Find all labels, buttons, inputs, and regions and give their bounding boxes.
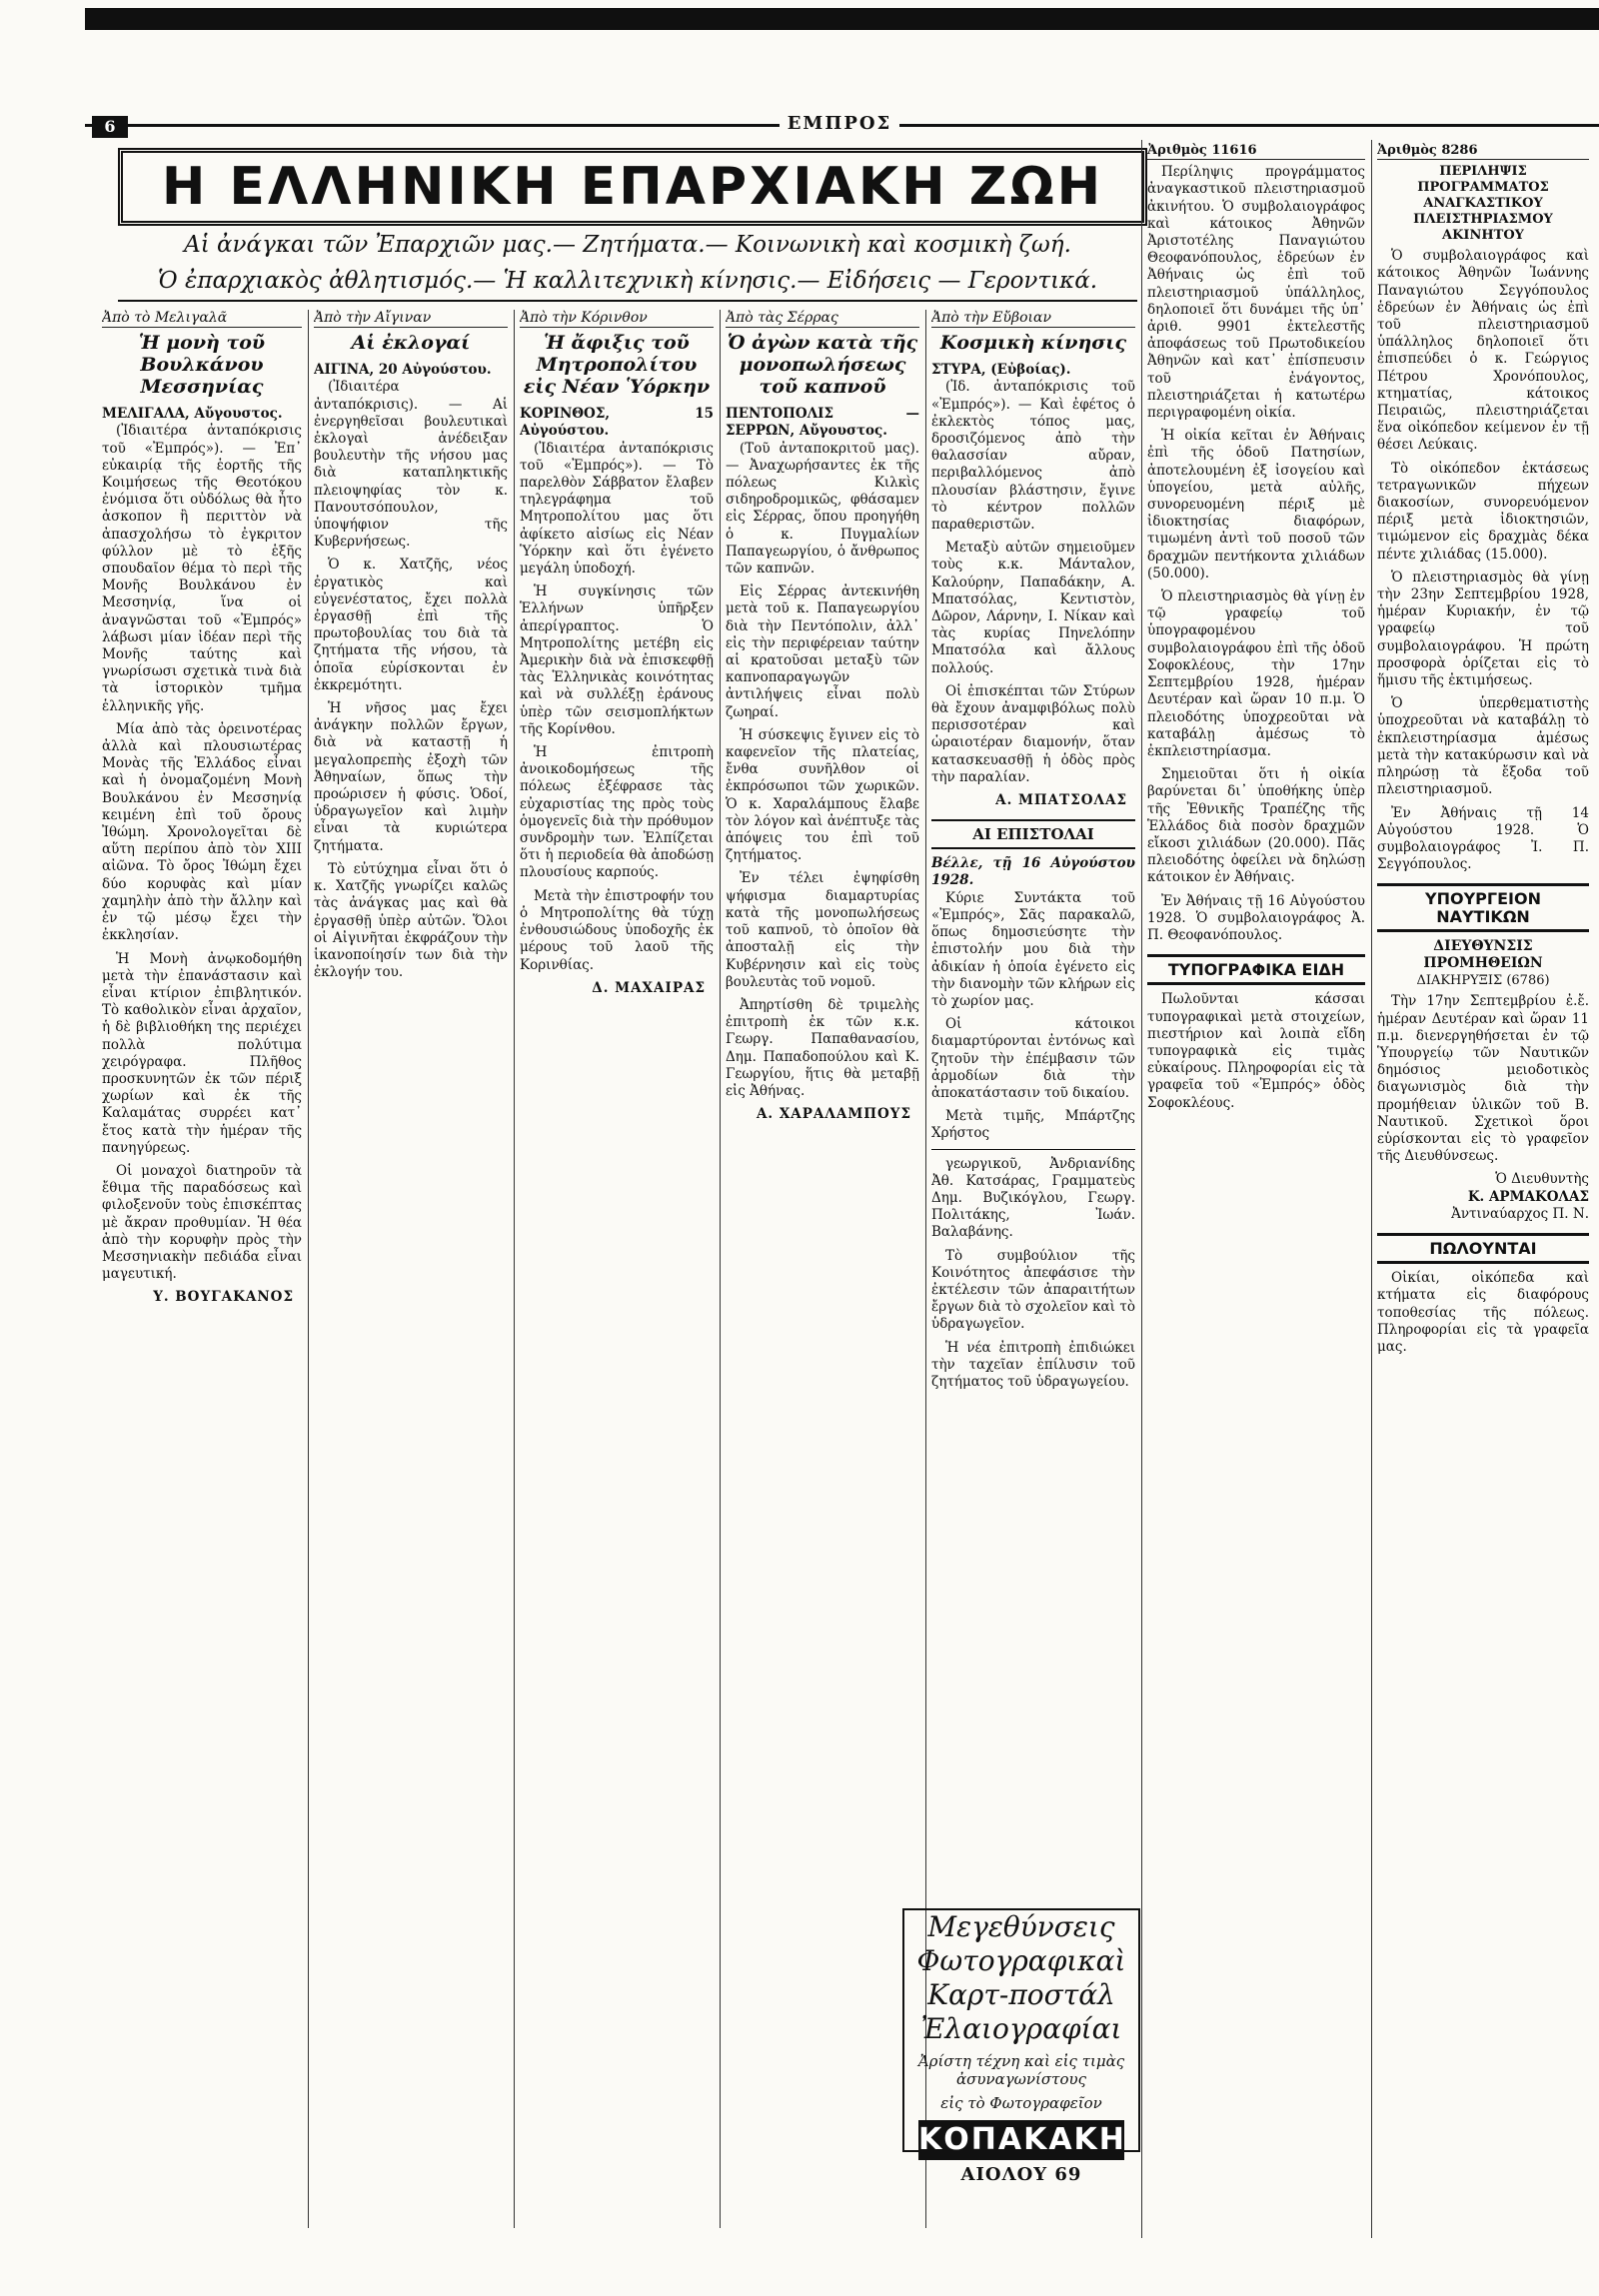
legal-notice-column-2 <box>1377 142 1589 2240</box>
article-kicker: Ἀπὸ τὸ Μελιγαλᾶ <box>102 310 302 328</box>
article-signature: Δ. ΜΑΧΑΙΡΑΣ <box>592 979 706 996</box>
page-number: 6 <box>92 116 128 138</box>
article-signature: Α. ΧΑΡΑΛΑΜΠΟΥΣ <box>756 1106 911 1123</box>
divider <box>931 1149 1135 1150</box>
article-kicker: Ἀπὸ τὴν Εὔβοιαν <box>931 310 1135 328</box>
notice-paragraph: Ὁ ὑπερθεματιστὴς ὑποχρεοῦται νὰ καταβάλῃ τὸ ἐκπλειστηρίασμα ἀμέσως μετὰ τὴν κατακύρωσιν καὶ νὰ πληρώσῃ τὰ ἔξοδα τοῦ πλειστηριασμοῦ. <box>1377 695 1589 798</box>
print-goods-heading: ΤΥΠΟΓΡΑΦΙΚΑ ΕΙΔΗ <box>1147 954 1365 985</box>
article-kicker: Ἀπὸ τὴν Αἴγιναν <box>314 310 508 328</box>
notice-paragraph: Τὴν 17ην Σεπτεμβρίου ἐ.ἔ. ἡμέραν Δευτέραν καὶ ὥραν 11 π.μ. διενεργηθήσεται ἐν τῷ Ὑπουργείῳ τῶν Ναυτικῶν δημόσιος μειοδοτικὸς διαγωνισμὸς διὰ τὴν προμήθειαν ὑλικῶν τοῦ Β. Ναυτικοῦ. Σχετικοὶ ὅροι εὑρίσκονται εἰς τὸ γραφεῖον τῆς Διευθύνσεως. <box>1377 993 1589 1165</box>
article-euboea <box>931 310 1135 1888</box>
ad-address: ΑΙΟΛΟΥ 69 <box>960 2164 1082 2185</box>
ad-line: Φωτογραφικαὶ <box>916 1944 1126 1977</box>
notice-paragraph: Οἰκίαι, οἰκόπεδα καὶ κτήματα εἰς διαφόρους τοποθεσίας τῆς πόλεως. Πληροφορίαι εἰς τὰ γραφεῖα μας. <box>1377 1270 1589 1355</box>
article-paragraph: Ὁ κ. Χατζῆς, νέος ἐργατικὸς καὶ εὐγενέστατος, ἔχει πολλὰ ἐργασθῇ ἐπὶ τῆς πρωτοβουλίας του διὰ τὰ ζητήματα τῆς νήσου, τὰ ὁποῖα εὑρίσκονται ἐν ἐκκρεμότητι. <box>314 557 508 693</box>
article-headline: Αἱ ἐκλογαί <box>351 332 471 355</box>
ad-studio-name: ΚΟΠΑΚΑΚΗ <box>918 2120 1124 2160</box>
column-rule <box>514 310 515 2228</box>
article-paragraph: (Ἰδιαιτέρα ἀνταπόκρισις τοῦ «Ἐμπρός»). — Ἐπ᾿ εὐκαιρίᾳ τῆς ἑορτῆς τῆς Κοιμήσεως τῆς Θεοτόκου ἐνόμισα ὅτι οὐδόλως θὰ ἦτο ἀσκοπον ἢ περιττὸν νὰ ἀπασχολήσω τὸ ἐγκριτον φύλλον μὲ τὸ ἑξῆς σπουδαῖον θέμα τὸ περὶ τῆς Μονῆς Βουλκάνου ἐν Μεσσηνίᾳ, ἵνα οἱ ἀναγνῶσται τοῦ «Ἐμπρός» λάβωσι μίαν ἰδέαν περὶ τῆς Μονῆς ταύτης καὶ γνωρίσωσι σχετικὰ τινὰ διὰ τὰ ἱστορικὸν τμῆμα ἑλληνικῆς γῆς. <box>102 423 302 714</box>
notice-signature: Κ. ΑΡΜΑΚΟΛΑΣ <box>1467 1188 1589 1205</box>
ad-line: Καρτ-ποστάλ <box>927 1978 1115 2011</box>
letter-dateline: Βέλλε, τῇ 16 Αὐγούστου 1928. <box>931 855 1135 889</box>
article-paragraph: Μία ἀπὸ τὰς ὀρεινοτέρας ἀλλὰ καὶ πλουσιωτέρας Μονὰς τῆς Ἑλλάδος εἶναι καὶ ἡ ὀνομαζομένη Μονὴ Βουλκάνου ἐν Μεσσηνίᾳ κειμένη ἐπὶ τοῦ ὄρους Ἰθώμη. Χρονολογεῖται δὲ αὕτη περίπου ἀπὸ τὸν XIII αἰῶνα. Τὸ ὄρος Ἰθώμη ἔχει δύο κορυφὰς καὶ μίαν χαμηλὴν ἀπὸ τὴν ἄλλην καὶ ἐν τῷ μέσῳ ἔχει τὴν ἐκκλησίαν. <box>102 720 302 944</box>
article-signature: Υ. ΒΟΥΓΑΚΑΝΟΣ <box>153 1289 294 1306</box>
sale-heading: ΠΩΛΟΥΝΤΑΙ <box>1377 1233 1589 1264</box>
article-paragraph: Τὸ εὐτύχημα εἶναι ὅτι ὁ κ. Χατζῆς γνωρίζει καλῶς τὰς ἀνάγκας μας καὶ θὰ ἐργασθῇ ὑπὲρ αὐτῶν. Ὅλοι οἱ Αἰγινῆται ἐκφράζουν τὴν ἱκανοποίησίν των διὰ τὴν ἐκλογήν του. <box>314 860 508 981</box>
notice-paragraph: Ὁ πλειστηριασμὸς θὰ γίνῃ ἐν τῷ γραφείῳ τοῦ ὑπογραφομένου συμβολαιογράφου ἐπὶ τῆς ὁδοῦ Σοφοκλέους, τὴν 17ην Σεπτεμβρίου 1928, ἡμέραν Δευτέραν καὶ ὥραν 10 π.μ. Ὁ πλειοδότης ὑποχρεοῦται νὰ καταβάλῃ ἀμέσως τὸ ἐκπλειστηρίασμα. <box>1147 588 1365 759</box>
notice-paragraph: Ὁ συμβολαιογράφος καὶ κάτοικος Ἀθηνῶν Ἰωάννης Παναγιώτου Σεγγόπουλος ἑδρεύων ἐν Ἀθήναις ὡς ἐπὶ τοῦ πλειστηριασμοῦ ὑπάλληλος δηλοποιεῖ ὅτι ἐπισπεύδει ὁ κ. Γεώργιος Πέτρου Χρονόπουλος, κτηματίας, κάτοικος Πειραιῶς, πλειστηριάζεται ἕνα οἰκόπεδον κείμενον ἐν τῇ θέσει Λεύκαις. <box>1377 248 1589 454</box>
notice-paragraph: Ἐν Ἀθήναις τῇ 16 Αὐγούστου 1928. Ὁ συμβολαιογράφος Ἀ. Π. Θεοφανόπουλος. <box>1147 892 1365 943</box>
declaration-number: ΔΙΑΚΗΡΥΞΙΣ (6786) <box>1416 973 1550 989</box>
column-rule <box>1371 140 1372 2238</box>
article-paragraph: Μεταξὺ αὐτῶν σημειοῦμεν τοὺς κ.κ. Μάνταλον, Καλούρην, Παπαδάκην, Α. Μπατσόλας, Κεντιστὸν, Δῶρον, Λάρνην, Ι. Νίκαν καὶ τὰς κυρίας Πηνελόπην Μπατσόλα καὶ ἄλλους πολλούς. <box>931 540 1135 676</box>
article-paragraph: Οἱ ἐπισκέπται τῶν Στύρων θὰ ἔχουν ἀναμφιβόλως πολὺ περισσοτέραν καὶ ὡραιοτέραν διαμονήν, ὅταν κατασκευασθῇ ἡ ὁδὸς πρὸς τὴν παραλίαν. <box>931 682 1135 785</box>
article-headline: Κοσμικὴ κίνησις <box>939 332 1127 355</box>
article-paragraph: Ἡ Μονὴ ἀνῳκοδομήθη μετὰ τὴν ἐπανάστασιν καὶ εἶναι κτίριον ἐπιβλητικόν. Τὸ καθολικὸν εἶναι ἀρχαῖον, ἡ δὲ βιβλιοθήκη της περιέχει πολλὰ πολύτιμα χειρόγραφα. Πλῆθος προσκυνητῶν ἐκ τῶν πέριξ χωρίων καὶ ἐκ τῆς Καλαμάτας συρρέει κατ᾿ ἔτος κατὰ τὴν ἡμέραν τῆς πανηγύρεως. <box>102 950 302 1156</box>
notice-signature: Ὁ Διευθυντὴς <box>1495 1171 1589 1188</box>
article-kicker: Ἀπὸ τὰς Σέρρας <box>726 310 919 328</box>
ad-line: Μεγεθύνσεις <box>927 1910 1115 1943</box>
ministry-heading: ΥΠΟΥΡΓΕΙΟΝ ΝΑΥΤΙΚΩΝ <box>1377 883 1589 931</box>
section-subtitle-1: Αἱ ἀνάγκαι τῶν Ἐπαρχιῶν μας.— Ζητήματα.— Κοινωνικὴ καὶ κοσμικὴ ζωή. <box>184 232 1071 258</box>
article-paragraph: (Ἰδ. ἀνταπόκρισις τοῦ «Ἐμπρός»). — Καὶ ἐφέτος ὁ ἐκλεκτὸς τόπος μας, δροσιζόμενος ἀπὸ τὴν θαλασσίαν αὔραν, περιβαλλόμενος ἀπὸ πλουσίαν βλάστησιν, ἔγινε τὸ κέντρον πολλῶν παραθεριστῶν. <box>931 379 1135 534</box>
ad-line: Ἀρίστη τέχνη καὶ εἰς τιμὰς ἀσυναγωνίστους <box>917 2052 1125 2088</box>
article-dateline: ΑΙΓΙΝΑ, 20 Αὐγούστου. <box>314 362 492 379</box>
notice-paragraph: Τὸ οἰκόπεδον ἐκτάσεως τετραγωνικῶν πήχεων διακοσίων, συνορευόμενον πέριξ μετὰ ἰδιοκτησιῶν, τιμώμενον εἰς δραχμὰς δέκα πέντε χιλιάδας (15.000). <box>1377 460 1589 563</box>
article-paragraph: Ἡ ἐπιτροπὴ ἀνοικοδομήσεως τῆς πόλεως ἐξέφρασε τὰς εὐχαριστίας της πρὸς τοὺς ὁμογενεῖς διὰ τὴν πρόθυμον συνδρομὴν των. Ἐλπίζεται ὅτι ἡ περιοδεία θὰ ἀποδώσῃ πλουσίους καρπούς. <box>520 744 714 881</box>
article-serres <box>726 310 919 1888</box>
ad-line: Ἐλαιογραφίαι <box>920 2012 1122 2045</box>
column-rule <box>720 310 721 2228</box>
article-meligala <box>102 310 302 2248</box>
legal-notice-column <box>1147 142 1365 2240</box>
column-rule <box>1141 140 1142 2238</box>
letter-paragraph: Ἡ νέα ἐπιτροπὴ ἐπιδιώκει τὴν ταχεῖαν ἐπίλυσιν τοῦ ζητήματος τοῦ ὑδραγωγείου. <box>931 1339 1135 1390</box>
article-headline: Ὁ ἀγὼν κατὰ τῆς μονοπωλήσεως τοῦ καπνοῦ <box>727 332 918 399</box>
letter-paragraph: Κύριε Συντάκτα τοῦ «Ἐμπρός», Σᾶς παρακαλῶ, ὅπως δημοσιεύσητε τὴν ἐπιστολήν μου διὰ τὴν ἀδικίαν ἡ ὁποία ἐγένετο εἰς τὴν διανομὴν τῶν κλήρων εἰς τὸ χωρίον μας. <box>931 889 1135 1009</box>
article-aegina <box>314 310 508 2248</box>
notice-paragraph: Ὁ πλειστηριασμὸς θὰ γίνῃ τὴν 23ην Σεπτεμβρίου 1928, ἡμέραν Κυριακήν, ἐν τῷ γραφείῳ τοῦ συμβολαιογράφου. Ἡ πρώτη προσφορὰ ὁρίζεται εἰς τὸ ἥμισυ τῆς ἐκτιμήσεως. <box>1377 569 1589 689</box>
article-headline: Ἡ ἄφιξις τοῦ Μητροπολίτου εἰς Νέαν Ὑόρκην <box>523 332 711 399</box>
section-title: Η ΕΛΛΗΝΙΚΗ ΕΠΑΡΧΙΑΚΗ ΖΩΗ <box>118 148 1147 226</box>
article-dateline: ΜΕΛΙΓΑΛΑ, Αὔγουστος. <box>102 406 283 423</box>
article-corinth <box>520 310 714 2248</box>
article-paragraph: Μετὰ τὴν ἐπιστροφήν του ὁ Μητροπολίτης θὰ τύχῃ ἐνθουσιώδους ὑποδοχῆς ἐκ μέρους τοῦ λαοῦ τῆς Κορινθίας. <box>520 887 714 973</box>
notice-number: Ἀριθμὸς 11616 <box>1147 142 1365 160</box>
top-border-band <box>85 8 1599 30</box>
notice-paragraph: Πωλοῦνται κάσσαι τυπογραφικαὶ μετὰ στοιχείων, πιεστήριον καὶ λοιπὰ εἴδη τυπογραφικὰ εἰς τιμὰς εὐκαίρους. Πληροφορίαι εἰς τὰ γραφεῖα τοῦ «Ἐμπρός» ὁδὸς Σοφοκλέους. <box>1147 991 1365 1111</box>
letter-paragraph: Μετὰ τιμῆς, Μπάρτζης Χρήστος <box>931 1108 1135 1142</box>
notice-signature: Ἀντιναύαρχος Π. Ν. <box>1451 1205 1589 1222</box>
notice-paragraph: Σημειοῦται ὅτι ἡ οἰκία βαρύνεται δι᾿ ὑποθήκης ὑπὲρ τῆς Ἐθνικῆς Τραπέζης τῆς Ἑλλάδος διὰ ποσὸν δραχμῶν εἴκοσι χιλιάδων (20.000). Πᾶς πλειοδότης ὀφείλει νὰ δηλώσῃ κάτοικον ἐν Ἀθήναις. <box>1147 766 1365 886</box>
notice-number: Ἀριθμὸς 8286 <box>1377 142 1589 160</box>
article-kicker: Ἀπὸ τὴν Κόρινθον <box>520 310 714 328</box>
notice-paragraph: Περίληψις προγράμματος ἀναγκαστικοῦ πλειστηριασμοῦ ἀκινήτου. Ὁ συμβολαιογράφος καὶ κάτοικος Ἀθηνῶν Ἀριστοτέλης Παναγιώτου Θεοφανόπουλος, ἑδρεύων ἐν Ἀθήναις ὡς ἐπὶ τοῦ πλειστηριασμοῦ ὑπάλληλος, δηλοποιεῖ ὅτι δυνάμει τῆς ὑπ᾿ ἀριθ. 9901 ἐκτελεστῆς ἀποφάσεως τοῦ Πρωτοδικείου Ἀθηνῶν καὶ κατ᾿ ἐπίσπευσιν τοῦ ἐνάγοντος, πλειστηριάζεται ἡ κατωτέρω περιγραφομένη οἰκία. <box>1147 164 1365 422</box>
article-paragraph: Οἱ μοναχοὶ διατηροῦν τὰ ἔθιμα τῆς παραδόσεως καὶ φιλοξενοῦν τοὺς ἐπισκέπτας μὲ ἄκραν προθυμίαν. Ἡ θέα ἀπὸ τὴν κορυφὴν πρὸς τὴν Μεσσηνιακὴν πεδιάδα εἶναι μαγευτική. <box>102 1162 302 1283</box>
article-paragraph: Ἐν τέλει ἐψηφίσθη ψήφισμα διαμαρτυρίας κατὰ τῆς μονοπωλήσεως τοῦ καπνοῦ, τὸ ὁποῖον θὰ ἀποσταλῇ εἰς τὴν Κυβέρνησιν καὶ εἰς τοὺς βουλευτὰς τοῦ νομοῦ. <box>726 870 919 990</box>
article-paragraph: (Ἰδιαιτέρα ἀνταπόκρισις). — Αἱ ἐνεργηθεῖσαι βουλευτικαὶ ἐκλογαὶ ἀνέδειξαν βουλευτὴν τῆς νήσου μας διὰ καταπληκτικῆς πλειοψηφίας τὸν κ. Πανουτσόπουλον, ὑποψήφιον τῆς Κυβερνήσεως. <box>314 379 508 551</box>
article-dateline: ΚΟΡΙΝΘΟΣ, 15 Αὐγούστου. <box>520 406 714 440</box>
photo-studio-advertisement <box>902 1908 1140 2185</box>
article-paragraph: Ἀπηρτίσθη δὲ τριμελὴς ἐπιτροπὴ ἐκ τῶν κ.κ. Γεωργ. Παπαθανασίου, Δημ. Παπαδοπούλου καὶ Κ. Γεωργίου, ἥτις θὰ μεταβῇ εἰς Ἀθήνας. <box>726 996 919 1099</box>
letters-heading: ΑΙ ΕΠΙΣΤΟΛΑΙ <box>931 819 1135 849</box>
letter-paragraph: γεωργικοῦ, Ἀνδριανίδης Ἀθ. Κατσάρας, Γραμματεὺς Δημ. Βυζικόγλου, Γεωργ. Πολιτάκης, Ἰωάν. Βαλαβάνης. <box>931 1155 1135 1241</box>
letter-paragraph: Οἱ κάτοικοι διαμαρτύρονται ἐντόνως καὶ ζητοῦν τὴν ἐπέμβασιν τῶν ἁρμοδίων διὰ τὴν ἀποκατάστασιν τοῦ δικαίου. <box>931 1016 1135 1101</box>
column-rule <box>308 310 309 2228</box>
ministry-subheading: ΔΙΕΥΘΥΝΣΙΣ ΠΡΟΜΗΘΕΙΩΝ <box>1423 937 1543 971</box>
notice-heading: ΠΕΡΙΛΗΨΙΣ ΠΡΟΓΡΑΜΜΑΤΟΣ ΑΝΑΓΚΑΣΤΙΚΟΥ ΠΛΕΙΣΤΗΡΙΑΣΜΟΥ ΑΚΙΝΗΤΟΥ <box>1413 164 1553 244</box>
article-paragraph: Εἰς Σέρρας ἀντεκινήθη μετὰ τοῦ κ. Παπαγεωργίου διὰ τὴν Πεντόπολιν, ἀλλ᾿ εἰς τὴν περιφέρειαν ταύτην αἱ κρατοῦσαι μεταξὺ τῶν καπνοπαραγωγῶν ἀντιλήψεις εἶναι πολὺ ζωηραί. <box>726 583 919 720</box>
article-paragraph: Ἡ σύσκεψις ἔγινεν εἰς τὸ καφενεῖον τῆς πλατείας, ἔνθα συνῆλθον οἱ ἐκπρόσωποι τῶν χωρικῶν. Ὁ κ. Χαραλάμπους ἔλαβε τὸν λόγον καὶ ἀνέπτυξε τὰς ἀπόψεις του ἐπὶ τοῦ ζητήματος. <box>726 726 919 864</box>
article-dateline: ΠΕΝΤΟΠΟΛΙΣ — ΣΕΡΡΩΝ, Αὔγουστος. <box>726 406 919 440</box>
article-paragraph: (Ἰδιαιτέρα ἀνταπόκρισις τοῦ «Ἐμπρός»). — Τὸ παρελθὸν Σάββατον ἔλαβεν τηλεγράφημα τοῦ Μητροπολίτου μας ὅτι ἀφίκετο αἰσίως εἰς Νέαν Ὑόρκην καὶ ὅτι ἐγένετο μεγάλη ὑποδοχή. <box>520 440 714 577</box>
article-signature: Α. ΜΠΑΤΣΟΛΑΣ <box>995 792 1127 809</box>
paper-name: ΕΜΠΡΟΣ <box>780 113 899 134</box>
section-subtitle-2: Ὁ ἐπαρχιακὸς ἀθλητισμός.— Ἡ καλλιτεχνικὴ κίνησις.— Εἰδήσεις — Γεροντικά. <box>118 268 1137 302</box>
article-dateline: ΣΤΥΡΑ, (Εὐβοίας). <box>931 362 1071 379</box>
letter-paragraph: Τὸ συμβούλιον τῆς Κοινότητος ἀπεφάσισε τὴν ἐκτέλεσιν τῶν ἀπαραιτήτων ἔργων διὰ τὸ σχολεῖον καὶ τὸ ὑδραγωγεῖον. <box>931 1247 1135 1333</box>
article-paragraph: (Τοῦ ἀνταποκριτοῦ μας). — Ἀναχωρήσαντες ἐκ τῆς πόλεως Κιλκὶς σιδηροδρομικῶς, φθάσαμεν εἰς Σέρρας, ὅπου προηγήθη ὁ κ. Πυγμαλίων Παπαγεωργίου, ὁ ἄνθρωπος τῶν καπνῶν. <box>726 440 919 577</box>
ad-line: εἰς τὸ Φωτογραφεῖον <box>940 2094 1102 2112</box>
article-headline: Ἡ μονὴ τοῦ Βουλκάνου Μεσσηνίας <box>138 332 266 399</box>
notice-paragraph: Ἐν Ἀθήναις τῇ 14 Αὐγούστου 1928. Ὁ συμβολαιογράφος Ἰ. Π. Σεγγόπουλος. <box>1377 804 1589 873</box>
article-paragraph: Ἡ συγκίνησις τῶν Ἑλλήνων ὑπῆρξεν ἀπερίγραπτος. Ὁ Μητροπολίτης μετέβη εἰς Ἀμερικὴν διὰ νὰ ἐπισκεφθῇ τὰς Ἑλληνικὰς κοινότητας καὶ νὰ συλλέξῃ ἐράνους ὑπὲρ τῶν σεισμοπλήκτων τῆς Κορίνθου. <box>520 583 714 737</box>
article-paragraph: Ἡ νῆσος μας ἔχει ἀνάγκην πολλῶν ἔργων, διὰ νὰ καταστῇ ἡ μεγαλοπρεπὴς ἐξοχὴ τῶν Ἀθηναίων, ὅπως τὴν προώρισεν ἡ φύσις. Ὁδοί, ὑδραγωγεῖον καὶ λιμὴν εἶναι τὰ κυριώτερα ζητήματα. <box>314 700 508 854</box>
notice-paragraph: Ἡ οἰκία κεῖται ἐν Ἀθήναις ἐπὶ τῆς ὁδοῦ Πατησίων, ἀποτελουμένη ἐξ ἰσογείου καὶ ὑπογείου, μετὰ αὐλῆς, συνορευομένη πέριξ μὲ ἰδιοκτησίας διαφόρων, τιμωμένη ἀντὶ τοῦ ποσοῦ τῶν δραχμῶν πεντήκοντα χιλιάδων (50.000). <box>1147 428 1365 581</box>
